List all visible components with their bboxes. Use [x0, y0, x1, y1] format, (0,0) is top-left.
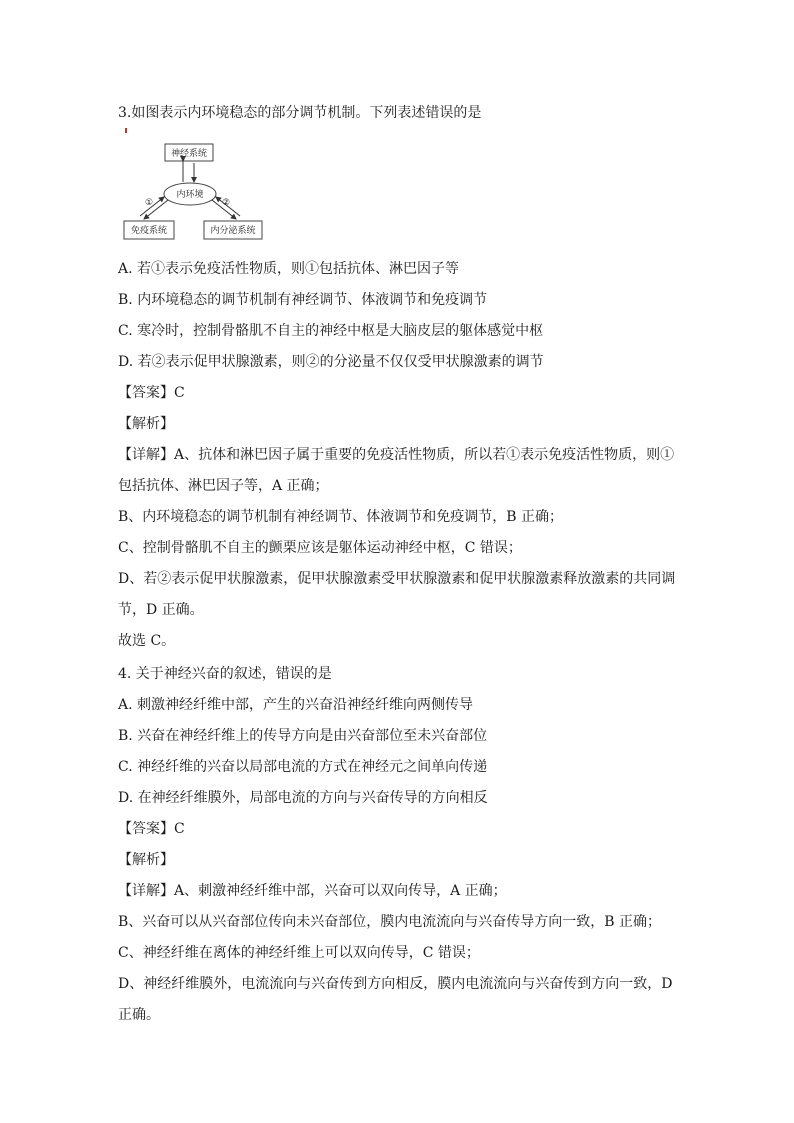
nervous-system-label: 神经系统 — [170, 149, 208, 159]
regulation-diagram — [118, 130, 278, 245]
question-4-stem: 4. 关于神经兴奋的叙述，错误的是 — [118, 666, 332, 682]
q3-option-a: A. 若①表示免疫活性物质，则①包括抗体、淋巴因子等 — [118, 261, 460, 277]
internal-environment-label: 内环境 — [176, 190, 204, 200]
q4-option-b: B. 兴奋在神经纤维上的传导方向是由兴奋部位至未兴奋部位 — [118, 728, 488, 744]
q3-detail-line: D、若②表示促甲状腺激素，促甲状腺激素受甲状腺激素和促甲状腺激素释放激素的共同调 — [118, 571, 676, 587]
question-3-stem: 3.如图表示内环境稳态的部分调节机制。下列表述错误的是 — [118, 105, 482, 121]
q4-detail-line: 【详解】A、刺激神经纤维中部，兴奋可以双向传导，A 正确； — [118, 883, 507, 899]
q3-analysis-title: 【解析】 — [118, 416, 174, 432]
q4-detail-line: B、兴奋可以从兴奋部位传向未兴奋部位，膜内电流流向与兴奋传导方向一致，B 正确； — [118, 914, 662, 930]
q4-answer: 【答案】C — [118, 821, 185, 837]
q3-detail-line: C、控制骨骼肌不自主的颤栗应该是躯体运动神经中枢，C 错误； — [118, 540, 522, 556]
q4-option-a: A. 刺激神经纤维中部，产生的兴奋沿神经纤维向两侧传导 — [118, 697, 474, 713]
q3-detail-line: 故选 C。 — [118, 633, 176, 649]
q3-option-b: B. 内环境稳态的调节机制有神经调节、体液调节和免疫调节 — [118, 292, 488, 308]
q3-detail-line: 【详解】A、抗体和淋巴因子属于重要的免疫活性物质，所以若①表示免疫活性物质，则① — [118, 447, 675, 463]
q4-option-c: C. 神经纤维的兴奋以局部电流的方式在神经元之间单向传递 — [118, 759, 488, 775]
immune-system-label: 免疫系统 — [130, 226, 168, 236]
circle-one-label: ① — [144, 198, 154, 208]
q4-analysis-title: 【解析】 — [118, 852, 174, 868]
q4-detail-line: D、神经纤维膜外，电流流向与兴奋传到方向相反，膜内电流流向与兴奋传到方向一致，D — [118, 976, 673, 992]
q3-detail-line: B、内环境稳态的调节机制有神经调节、体液调节和免疫调节，B 正确； — [118, 509, 564, 525]
q3-option-c: C. 寒冷时，控制骨骼肌不自主的神经中枢是大脑皮层的躯体感觉中枢 — [118, 323, 544, 339]
circle-two-label: ② — [221, 198, 231, 208]
q3-detail-line: 包括抗体、淋巴因子等，A 正确； — [118, 478, 329, 494]
q4-detail-line: 正确。 — [118, 1007, 160, 1023]
q3-detail-line: 节，D 正确。 — [118, 602, 204, 618]
q3-option-d: D. 若②表示促甲状腺激素，则②的分泌量不仅仅受甲状腺激素的调节 — [118, 354, 544, 370]
endocrine-system-label: 内分泌系统 — [210, 226, 256, 236]
q4-detail-line: C、神经纤维在离体的神经纤维上可以双向传导，C 错误； — [118, 945, 480, 961]
q4-option-d: D. 在神经纤维膜外，局部电流的方向与兴奋传导的方向相反 — [118, 790, 488, 806]
q3-answer: 【答案】C — [118, 385, 185, 401]
